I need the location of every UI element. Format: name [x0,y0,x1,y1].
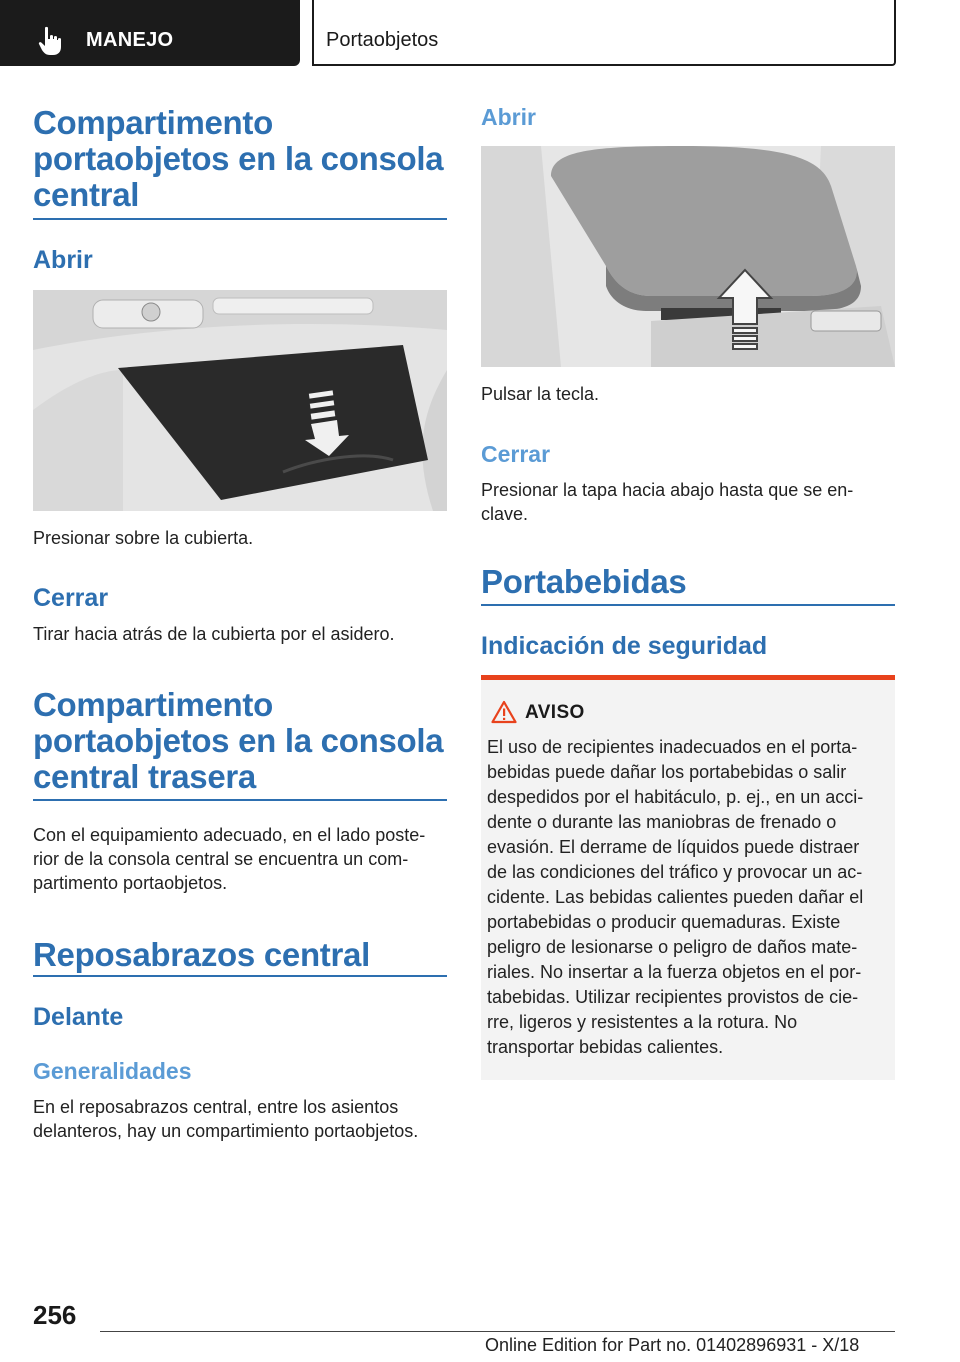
section-title-armrest: Reposabrazos central [33,936,370,973]
armrest-illustration [481,146,895,367]
abrir-caption: Presionar sobre la cubierta. [33,528,254,548]
section-title-cupholder: Portabebidas [481,563,687,600]
warning-line: evasión. El derrame de líquidos puede distraer [487,837,860,857]
warning-line: despedidos por el habitáculo, p. ej., en un acci- [487,787,864,807]
warning-line: dente o durante las maniobras de frenado o [487,812,837,832]
section-title-center-console [33,105,447,213]
warning-line: bebidas puede dañar los portabebidas o salir [487,762,847,782]
text-line: Con el equipamiento adecuado, en el lado poste- [33,825,426,845]
cerrar-heading: Cerrar [481,441,551,467]
title-line: central trasera [33,758,256,795]
warning-line: portabebidas o producir quemaduras. Existe [487,912,841,932]
edition-footer: Online Edition for Part no. 01402896931 - X/18 [485,1335,860,1355]
warning-text [487,735,891,1060]
title-line: Compartimento [33,686,273,723]
warning-title: AVISO [525,702,585,723]
title-line: central [33,176,140,213]
warning-line: cidente. Las bebidas calientes pueden dañar el [487,887,864,907]
console-cover-illustration [33,290,447,511]
cerrar-text: Tirar hacia atrás de la cubierta por el asidero. [33,624,395,644]
warning-box [481,680,895,1080]
warning-line: de las condiciones del tráfico y provocar un ac- [487,862,863,882]
text-line: clave. [481,504,529,524]
section-label: MANEJO [86,29,174,51]
heading-rule [481,604,895,606]
page-number: 256 [33,1300,77,1330]
text-line: rior de la consola central se encuentra un com- [33,849,409,869]
rear-console-text [33,823,449,895]
abrir-caption: Pulsar la tecla. [481,384,600,404]
title-line: Compartimento [33,104,273,141]
chapter-header [312,0,896,66]
warning-line: transportar bebidas calientes. [487,1037,724,1057]
warning-line: riales. No insertar a la fuerza objetos en el por- [487,962,862,982]
text-line: En el reposabrazos central, entre los asientos [33,1097,399,1117]
safety-heading: Indicación de seguridad [481,632,768,660]
heading-rule [33,218,447,220]
section-tab [0,0,300,66]
warning-line: tabebidas. Utilizar recipientes provistos de cie- [487,987,859,1007]
generalidades-text [33,1095,449,1143]
warning-triangle-icon [491,700,517,724]
cerrar-text [481,478,897,526]
hand-icon [38,26,64,56]
delante-heading: Delante [33,1003,124,1031]
warning-line: El uso de recipientes inadecuados en el porta- [487,737,858,757]
text-line: partimento portaobjetos. [33,873,228,893]
warning-line: rre, ligeros y resistentes a la rotura. No [487,1012,798,1032]
text-line: Presionar la tapa hacia abajo hasta que se en- [481,480,854,500]
abrir-heading: Abrir [33,246,93,274]
cerrar-heading: Cerrar [33,584,109,612]
generalidades-heading: Generalidades [33,1058,192,1084]
abrir-heading: Abrir [481,104,536,130]
title-line: portaobjetos en la consola [33,722,444,759]
warning-line: peligro de lesionarse o peligro de daños mate- [487,937,858,957]
footer-rule [100,1331,895,1332]
title-line: portaobjetos en la consola [33,140,444,177]
text-line: delanteros, hay un compartimiento portaobjetos. [33,1121,419,1141]
heading-rule [33,799,447,801]
chapter-label: Portaobjetos [326,29,439,51]
heading-rule [33,975,447,977]
section-title-rear-console [33,687,447,795]
